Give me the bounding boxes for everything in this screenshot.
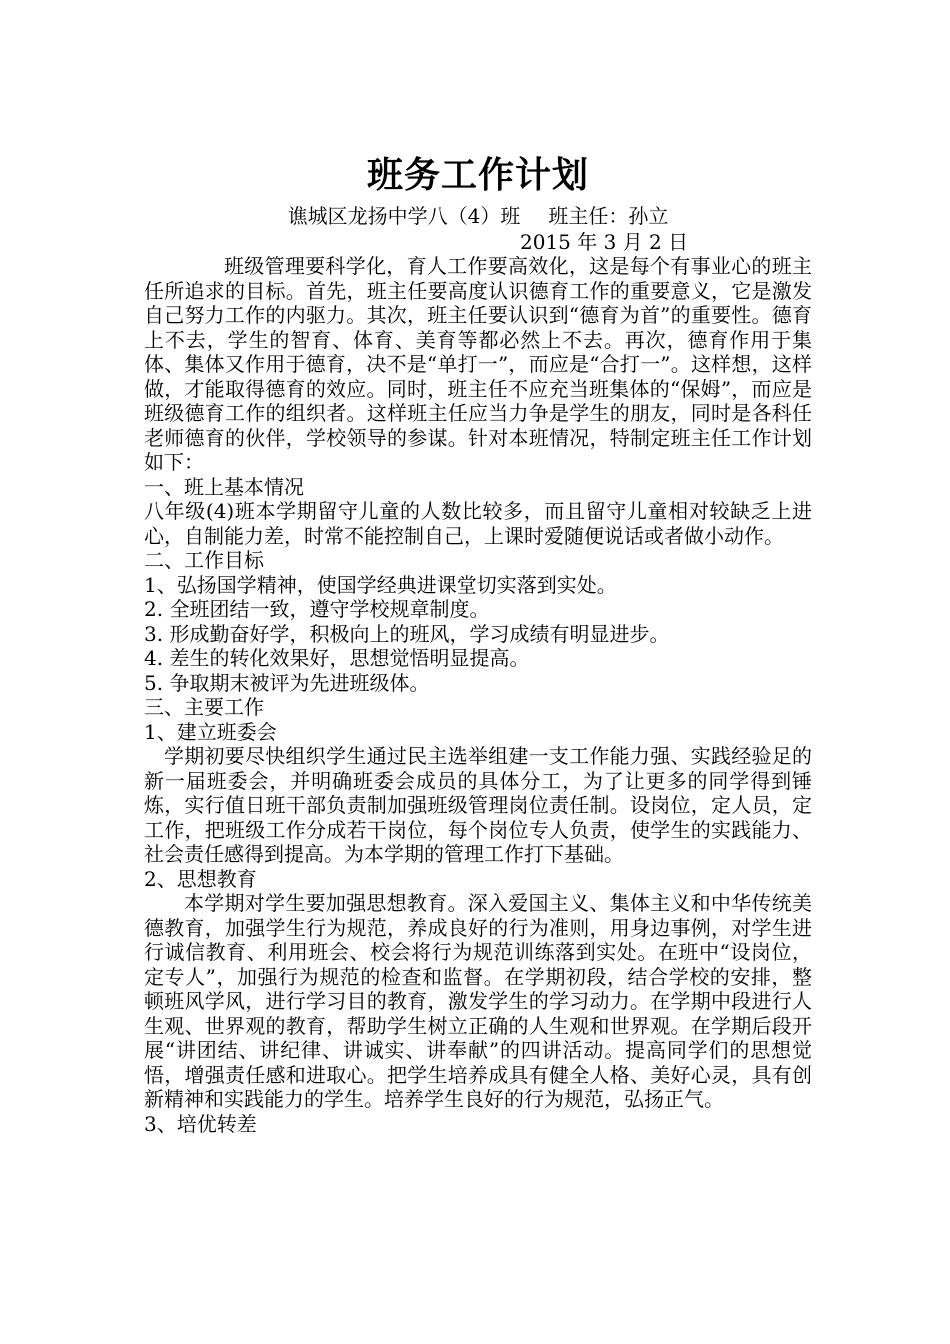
document-date: 2015 年 3 月 2 日 xyxy=(520,230,689,254)
goal-item: 3. 形成勤奋好学，积极向上的班风，学习成绩有明显进步。 xyxy=(144,621,670,646)
document-page xyxy=(144,150,812,1136)
goal-item: 5. 争取期末被评为先进班级体。 xyxy=(144,670,430,695)
section-heading-main-work: 三、主要工作 xyxy=(144,695,264,719)
section-heading-goals: 二、工作目标 xyxy=(144,548,264,572)
head-teacher: 班主任：孙立 xyxy=(548,204,669,228)
intro-paragraph: 班级管理要科学化，育人工作要高效化，这是每个有事业心的班主任所追求的目标。首先，班主任要高度认识德育工作的重要意义，它是激发自己努力工作的内驱力。其次，班主任要认识到“德育为首”的重要性。德育上不去，学生的智育、体育、美育等都必然上不去。再次，德育作用于集体、集体又作用于德育，决不是“单打一”，而应是“合打一”。这样想，这样做，才能取得德育的效应。同时，班主任不应充当班集体的“保姆”，而应是班级德育工作的组织者。这样班主任应当力争是学生的朋友，同时是各科任老师德育的伙伴，学校领导的参谋。针对本班情况，特制定班主任工作计划如下： xyxy=(144,254,812,474)
document-body xyxy=(144,254,812,1136)
subheading-ideological-education: 2、思想教育 xyxy=(144,866,257,891)
section-heading-basic-situation: 一、班上基本情况 xyxy=(144,474,304,499)
goal-item: 2. 全班团结一致，遵守学校规章制度。 xyxy=(144,597,490,621)
school-class-name: 谯城区龙扬中学八（4）班 xyxy=(287,204,521,228)
goal-item: 4. 差生的转化效果好，思想觉悟明显提高。 xyxy=(144,646,530,670)
document-subtitle xyxy=(144,202,812,230)
class-committee-paragraph: 学期初要尽快组织学生通过民主选举组建一支工作能力强、实践经验足的新一届班委会，并明确班委会成员的具体分工，为了让更多的同学得到锤炼，实行值日班干部负责制加强班级管理岗位责任制。设岗位，定人员，定工作，把班级工作分成若干岗位，每个岗位专人负责，使学生的实践能力、社会责任感得到提高。为本学期的管理工作打下基础。 xyxy=(144,744,812,866)
ideological-education-paragraph: 本学期对学生要加强思想教育。深入爱国主义、集体主义和中华传统美德教育，加强学生行为规范，养成良好的行为准则，用身边事例，对学生进行诚信教育、利用班会、校会将行为规范训练落到实处。在班中“设岗位，定专人”，加强行为规范的检查和监督。在学期初段，结合学校的安排，整顿班风学风，进行学习目的教育，激发学生的学习动力。在学期中段进行人生观、世界观的教育，帮助学生树立正确的人生观和世界观。在学期后段开展“讲团结、讲纪律、讲诚实、讲奉献”的四讲活动。提高同学们的思想觉悟，增强责任感和进取心。把学生培养成具有健全人格、美好心灵，具有创新精神和实践能力的学生。培养学生良好的行为规范，弘扬正气。 xyxy=(144,891,812,1111)
document-title: 班务工作计划 xyxy=(366,155,589,196)
subheading-cultivate-excellence: 3、培优转差 xyxy=(144,1111,257,1136)
basic-situation-paragraph: 八年级(4)班本学期留守儿童的人数比较多，而且留守儿童相对较缺乏上进心，自制能力差，时常不能控制自己，上课时爱随便说话或者做小动作。 xyxy=(144,499,812,548)
subheading-class-committee: 1、建立班委会 xyxy=(144,719,277,744)
goal-item: 1、弘扬国学精神，使国学经典进课堂切实落到实处。 xyxy=(144,572,617,597)
